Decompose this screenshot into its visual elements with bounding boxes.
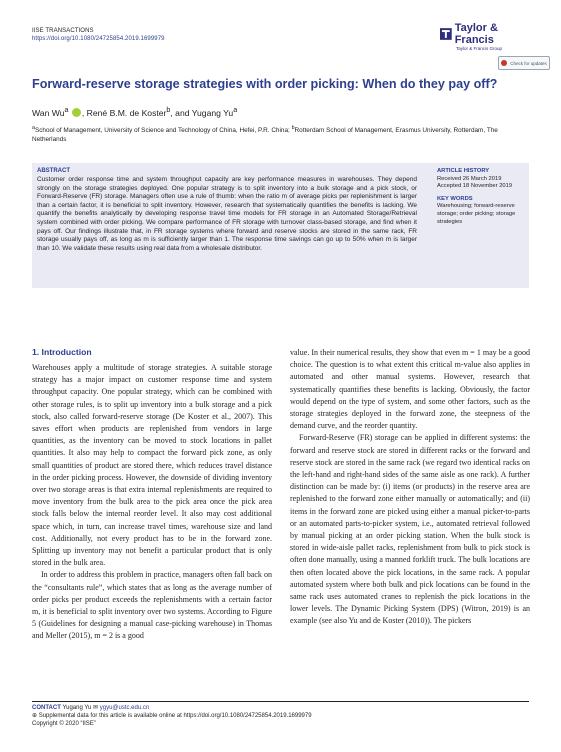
history-heading: ARTICLE HISTORY — [437, 168, 490, 174]
body-column-left — [32, 362, 272, 643]
journal-name: IISE TRANSACTIONS — [32, 28, 94, 34]
paragraph: Forward-Reserve (FR) storage can be applied in different systems: the forward and reserve stock are stored in different racks or the forward and reserve stock are stored in the same rack (we regard two identical racks on the left-hand and right-hand sides of the same aisle as one rack). A further distinction can be made by: (i) items (or products) in the reserve area are replenished to the forward zone either manually or automatically; and (ii) items in the forward zone are picked using either a manual picker-to-parts or an automated parts-to-picker system, i.e., automated retrieval followed by manual picking at an order picking station. When the bulk stock is stored in wide-aisle pallet racks, replenishment from bulk to pick stock is often done manually, using a manned forklift truck. The bulk locations are then often located above the pick locations, in the same rack. A popular automated system where both bulk and pick locations can be found in the same rack uses automated cranes to replenish the pick locations in the lower levels. The Dynamic Picking System (DPS) (Witron, 2019) is an example (see also Yu and de Koster (2010)). The pickers — [290, 433, 530, 626]
author-separator: , — [81, 107, 87, 118]
paragraph: In order to address this problem in practice, managers often fall back on the “consultants rule”, which states that as long as the average number of order picks per product exceeds the replenishments with a certain factor m, it is beneficial to split inventory over two systems. According to Figure 5 (Guidelines for designing a manual case-picking warehouse) in Thomas and Meller (2015), m = 2 is a good — [32, 570, 272, 641]
publisher-logo — [440, 22, 538, 51]
affiliation-marker: b — [291, 125, 295, 131]
keywords-text: Warehousing; forward-reserve storage; order picking; storage strategies — [437, 203, 516, 225]
contact-name: Yugang Yu — [62, 705, 92, 711]
accepted-date: Accepted 18 November 2019 — [437, 183, 513, 190]
doi-link[interactable]: https://doi.org/10.1080/24725854.2019.1699979 — [32, 36, 165, 42]
contact-email[interactable]: ygyu@ustc.edu.cn — [99, 705, 150, 711]
orcid-icon[interactable] — [72, 108, 81, 117]
check-updates-label: Check for updates — [510, 60, 547, 66]
author-name: Yugang Yu — [191, 107, 234, 118]
publisher-name: Taylor & Francis — [454, 22, 498, 46]
author-list — [32, 105, 237, 119]
abstract-text: Customer order response time and system throughput capacity are key performance measures in warehouses. They depend strongly on the storage strategies deployed. One popular strategy is to split inventory into a bulk storage and a pick stock, or Forward-Reserve (FR) storage. Managers often use a rule of thumb: when the ratio m of average picks per replenishment is larger than a certain factor, it is beneficial to split inventory. However, research that systematically quantifies the benefits is lacking. We quantify the benefits analytically by developing response travel time models for FR storage in an Automated Storage/Retrieval system combined with order picking. We compare performance of FR storage with turnover class-based storage, and find when it pays off. Our findings illustrate that, in FR storage systems where forward and reserve stocks are stored in the same rack, FR storage usually pays off, as long as m is sufficiently larger than 1. The response time savings can go up to 50% when m is larger than 10. We validate these results using real data from a wholesale distributor. — [37, 176, 417, 252]
author-separator: , and — [170, 107, 192, 118]
affiliation-marker: a — [32, 125, 35, 131]
update-icon — [501, 60, 507, 66]
footer — [32, 704, 312, 729]
article-info — [437, 168, 532, 226]
author-name: René B.M. de Koster — [86, 107, 167, 118]
article-title: Forward-reserve storage strategies with order picking: When do they pay off? — [32, 77, 498, 91]
affiliation-a: School of Management, University of Science and Technology of China, Hefei, P.R. China; — [34, 127, 292, 135]
publisher-emblem-icon — [440, 28, 452, 40]
affiliation-b: Rotterdam School of Management, Erasmus University, Rotterdam, The Netherlands — [32, 127, 498, 143]
affiliations — [32, 124, 532, 144]
affiliation-marker: a — [233, 106, 238, 114]
email-icon: ✉ — [93, 705, 99, 711]
abstract-heading: ABSTRACT — [37, 168, 70, 174]
publisher-group: Taylor & Francis Group — [456, 46, 503, 51]
body-column-right — [290, 347, 530, 628]
journal-header — [32, 27, 165, 43]
check-updates-button[interactable] — [498, 56, 550, 70]
keywords-heading: KEY WORDS — [437, 195, 473, 202]
received-date: Received 26 March 2019 — [437, 175, 502, 182]
footer-divider — [32, 701, 529, 702]
author-name: Wan Wu — [32, 107, 65, 118]
paragraph: value. In their numerical results, they show that even m = 1 may be a good choice. The question is to what extent this critical m-value also applies in automated and other manual systems. However, research that systematically quantifies these benefits is lacking. Obviously, the factor would depend on the type of system, and some other factors, such as the storage strategies deployed in the forward zone, the steepness of the demand curve, and the reorder quantity. — [290, 348, 530, 431]
section-heading: 1. Introduction — [32, 347, 92, 357]
affiliation-marker: b — [166, 106, 171, 114]
paragraph: Warehouses apply a multitude of storage strategies. A suitable storage strategy has a major impact on customer response time and system throughput capacity. One popular strategy, which can be combined with other storage rules, is to split up inventory into a bulk storage and a pick stock, also called forward-reserve storage (De Koster et al., 2007). This saves effort when products are replenished from vendors in large quantities, as the inventory can be moved to stock locations in pallet quantities. It also may help to compact the forward pick zone, as only small quantities of product are stored there, which reduces travel distance in the order picking process. However, the downside of dividing inventory over two storage areas is that extra internal replenishments are required to move inventory from the bulk area to the pick area once the pick area stock falls below the internal reorder level. It also may cost additional space which, in turn, can increase travel times, warehouse size and land cost. Additionally, not every product has to be in the forward zone. Splitting up inventory may not benefit a particular product that is only stored in the bulk area. — [32, 363, 272, 568]
supplemental-note[interactable]: Supplemental data for this article is available online at https://doi.org/10.1080/24725854.2019.1699979 — [38, 713, 312, 720]
supplemental-icon: ⊕ — [32, 713, 38, 720]
copyright: Copyright © 2020 “IISE” — [32, 721, 96, 728]
affiliation-marker: a — [64, 106, 69, 114]
contact-label: CONTACT — [32, 705, 61, 711]
